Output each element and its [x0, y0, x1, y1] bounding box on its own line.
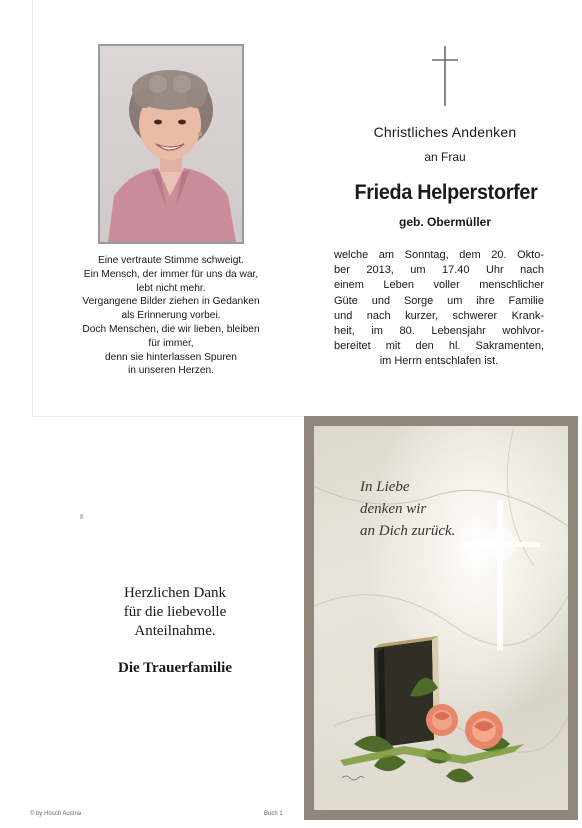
marble-background [314, 426, 568, 810]
obituary-line: bereitet mit den hl. Sakramenten, [334, 340, 544, 353]
obituary-line: und nach kurzer, schwerer Krank- [334, 309, 544, 322]
obituary-line: Güte und Sorge um ihre Familie [334, 294, 544, 307]
verse-line: denn sie hinterlassen Spuren [105, 351, 237, 363]
thanks-line: Herzlichen Dank [123, 585, 227, 601]
card-fold-line-vertical [32, 0, 33, 416]
card-script-text [360, 476, 455, 542]
obituary-line: heit, im 80. Lebensjahr wohlvor- [334, 325, 544, 338]
verse-line: Doch Menschen, die wir lieben, bleiben [82, 323, 260, 335]
obituary-line: einem Leben voller menschlicher [334, 279, 544, 292]
verse-line: für immer, [148, 337, 194, 349]
glowing-cross-icon [462, 500, 540, 650]
portrait-photo [98, 44, 244, 244]
print-mark [80, 514, 83, 519]
thank-you-text [60, 584, 290, 641]
thanks-line: Anteilnahme. [134, 623, 216, 639]
script-line: In Liebe [360, 479, 410, 495]
footer-copyright: © by Hosch Austria [30, 811, 82, 817]
family-signature: Die Trauerfamilie [118, 660, 232, 676]
verse-line: als Erinnerung vorbei. [121, 310, 221, 322]
memorial-picture-card [304, 416, 578, 820]
deceased-name: Frieda Helperstorfer [354, 181, 538, 204]
obituary-text [334, 248, 544, 370]
verse-line: Vergangene Bilder ziehen in Gedanken [82, 296, 260, 308]
script-line: an Dich zurück. [360, 523, 456, 539]
obituary-line: im Herrn entschlafen ist. [379, 355, 499, 368]
obituary-line: ber 2013, um 17.40 Uhr nach [334, 264, 544, 277]
verse-line: Ein Mensch, der immer für uns da war, [83, 268, 259, 280]
footer-book: Buch 1 [264, 811, 283, 817]
maiden-name: geb. Obermüller [398, 215, 492, 229]
roses-icon [426, 704, 503, 749]
memorial-verse [60, 254, 282, 378]
cross-icon [428, 44, 462, 108]
thanks-line: für die liebevolle [123, 604, 227, 620]
heading-andenken: Christliches Andenken [373, 124, 517, 140]
obituary-line: welche am Sonntag, dem 20. Okto- [334, 249, 544, 261]
verse-line: Eine vertraute Stimme schweigt. [97, 255, 245, 266]
portrait-illustration [100, 46, 242, 242]
verse-line: in unseren Herzen. [127, 365, 215, 377]
heading-an-frau: an Frau [424, 150, 466, 164]
verse-line: lebt nicht mehr. [136, 282, 206, 294]
script-line: denken wir [360, 501, 427, 517]
